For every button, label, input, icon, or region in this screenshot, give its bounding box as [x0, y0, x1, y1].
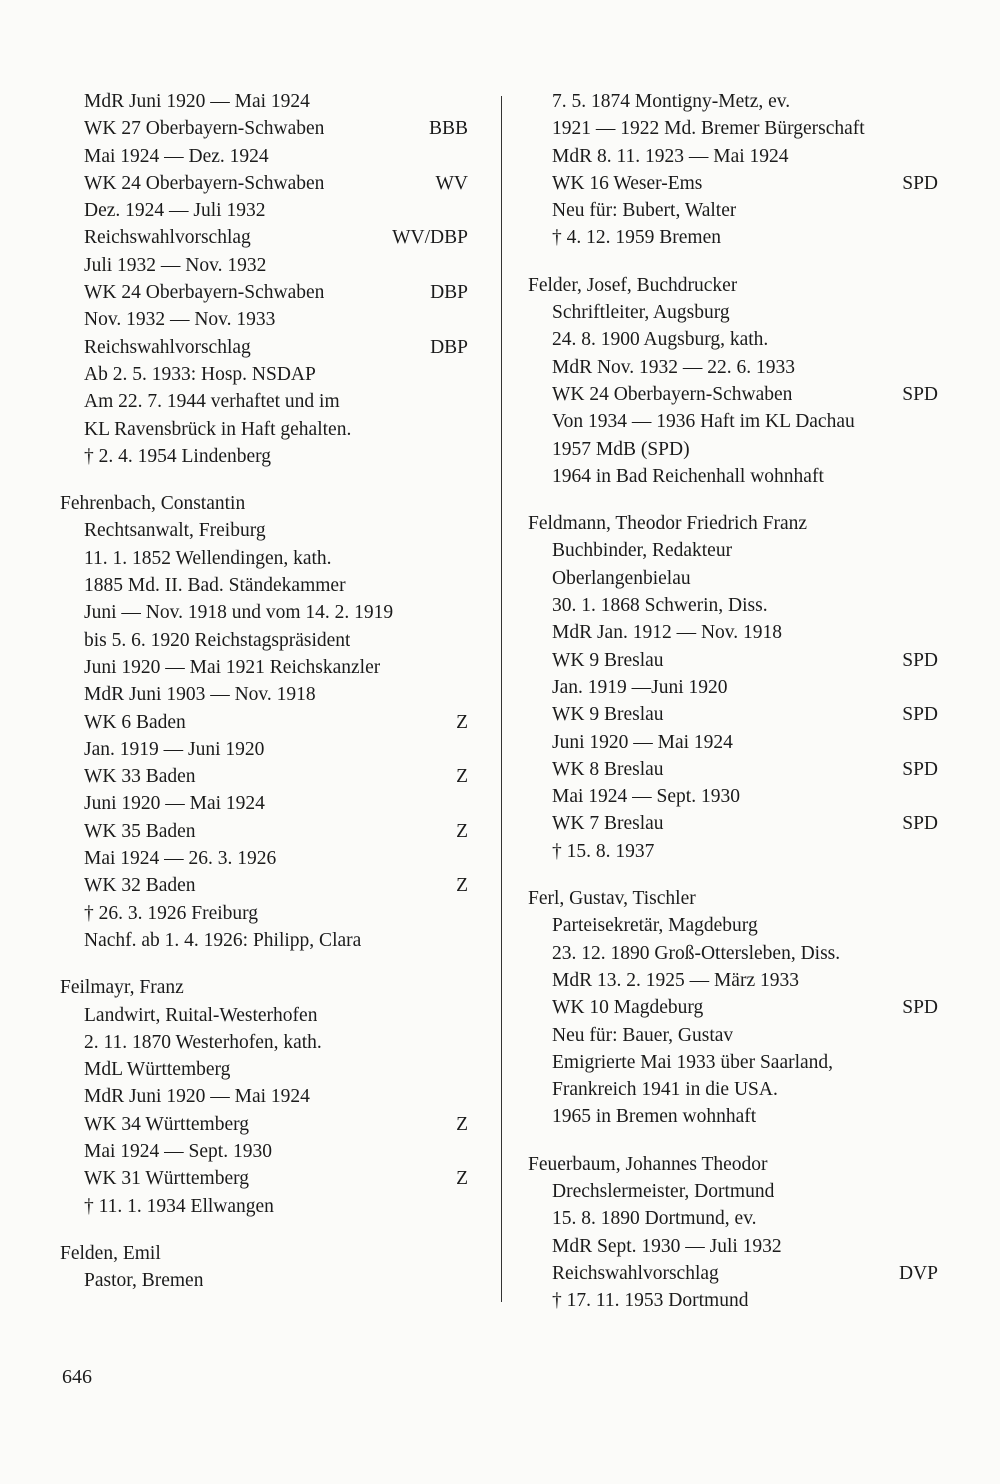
entry-line: [60, 818, 468, 845]
entry-line-text: Nov. 1932 — Nov. 1933: [84, 309, 276, 331]
entry-line-text: 1964 in Bad Reichenhall wohnhaft: [552, 465, 824, 487]
entry-line-text: WK 34 Württemberg: [84, 1113, 249, 1135]
entry-line: [60, 306, 468, 333]
entry-line: [60, 681, 468, 708]
entry-line: [528, 299, 938, 326]
party-label: SPD: [902, 383, 938, 405]
entry-line: [60, 709, 468, 736]
party-label: Z: [456, 820, 468, 842]
entry-line-text: † 26. 3. 1926 Freiburg: [84, 902, 259, 924]
party-label: BBB: [428, 118, 468, 140]
entry-line-text: MdR Sept. 1930 — Juli 1932: [552, 1235, 782, 1257]
entry-line: [528, 756, 938, 783]
entry-line-text: MdR 8. 11. 1923 — Mai 1924: [552, 145, 789, 167]
entry-line: [60, 1138, 468, 1165]
entry-line: [60, 1193, 468, 1220]
entry-line: [60, 1056, 468, 1083]
entry-line-text: Ab 2. 5. 1933: Hosp. NSDAP: [84, 363, 316, 385]
entry-line-text: Jan. 1919 — Juni 1920: [84, 738, 265, 760]
entry-name: [60, 1240, 468, 1267]
entry-line-text: Mai 1924 — Sept. 1930: [552, 786, 740, 808]
entry-line: [528, 647, 938, 674]
entry-line-text: WK 7 Breslau: [552, 813, 664, 835]
entry-line-text: MdR Jan. 1912 — Nov. 1918: [552, 622, 783, 644]
entry-line-text: Rechtsanwalt, Freiburg: [84, 520, 266, 542]
entry-line: [528, 88, 938, 115]
entry-gap: [528, 252, 938, 272]
party-label: SPD: [902, 758, 938, 780]
entry-line: [528, 1103, 938, 1130]
entry-line: [60, 545, 468, 572]
party-label: SPD: [902, 813, 938, 835]
party-label: SPD: [902, 649, 938, 671]
entry-line: [60, 1111, 468, 1138]
entry-line: [528, 436, 938, 463]
entry-line-text: 2. 11. 1870 Westerhofen, kath.: [84, 1031, 322, 1053]
entry-line: [60, 599, 468, 626]
entry-line: [528, 619, 938, 646]
party-label: SPD: [902, 997, 938, 1019]
entry-line-text: WK 32 Baden: [84, 875, 196, 897]
entry-line-text: 11. 1. 1852 Wellendingen, kath.: [84, 547, 332, 569]
entry-line: [528, 381, 938, 408]
entry-name: [528, 1151, 938, 1178]
entry-line: [528, 701, 938, 728]
entry-name: [528, 885, 938, 912]
entry-line-text: WK 33 Baden: [84, 766, 196, 788]
entry-name-text: Feldmann, Theodor Friedrich Franz: [528, 513, 808, 535]
entry-line-text: WK 24 Oberbayern-Schwaben: [84, 172, 325, 194]
entry-line-text: MdR Juni 1920 — Mai 1924: [84, 91, 310, 112]
entry-line-text: Reichswahlvorschlag: [552, 1262, 719, 1284]
entry-line-text: MdR Juni 1920 — Mai 1924: [84, 1086, 310, 1108]
entry-line-text: 1921 — 1922 Md. Bremer Bürgerschaft: [552, 118, 865, 140]
entry-gap: [60, 954, 468, 974]
party-label: DBP: [430, 336, 468, 358]
entry-line-text: Nachf. ab 1. 4. 1926: Philipp, Clara: [84, 929, 362, 951]
entry-gap: [528, 490, 938, 510]
entry-line-text: WK 27 Oberbayern-Schwaben: [84, 118, 325, 140]
entry-line-text: WK 9 Breslau: [552, 649, 664, 671]
entry-line: [528, 1178, 938, 1205]
entry-line: [60, 517, 468, 544]
entry-line: [528, 1022, 938, 1049]
entry-line-text: MdR Juni 1903 — Nov. 1918: [84, 684, 316, 706]
entry-line-text: Neu für: Bubert, Walter: [552, 200, 737, 222]
entry-line: [60, 416, 468, 443]
entry-line-text: † 4. 12. 1959 Bremen: [552, 227, 721, 249]
entry-line: [60, 361, 468, 388]
entry-line: [528, 224, 938, 251]
entry-line: [528, 1260, 938, 1287]
party-label: DVP: [898, 1262, 938, 1284]
entry-line: [60, 572, 468, 599]
entry-line: [528, 115, 938, 142]
entry-line-text: Pastor, Bremen: [84, 1270, 204, 1292]
entry-line: [528, 1233, 938, 1260]
entry-line: [60, 845, 468, 872]
biography-entry: [60, 490, 468, 954]
entry-line-text: WK 31 Württemberg: [84, 1168, 249, 1190]
entry-gap: [528, 1131, 938, 1151]
entry-name-text: Feuerbaum, Johannes Theodor: [528, 1153, 768, 1175]
entry-name-text: Feilmayr, Franz: [60, 977, 184, 999]
entry-line: [528, 729, 938, 756]
entry-line: [60, 763, 468, 790]
entry-line: [60, 170, 468, 197]
entry-line-text: † 11. 1. 1934 Ellwangen: [84, 1195, 274, 1217]
entry-line: [60, 143, 468, 170]
entry-line-text: WK 9 Breslau: [552, 704, 664, 726]
biography-entry: [528, 272, 938, 490]
entry-line-text: 1965 in Bremen wohnhaft: [552, 1106, 757, 1128]
entry-line-text: Juni 1920 — Mai 1921 Reichskanzler: [84, 656, 381, 678]
entry-line: [528, 1287, 938, 1314]
entry-line-text: Reichswahlvorschlag: [84, 336, 251, 358]
entry-gap: [60, 1220, 468, 1240]
entry-line: [528, 1049, 938, 1076]
entry-line-text: 30. 1. 1868 Schwerin, Diss.: [552, 595, 768, 617]
entry-line: [60, 443, 468, 470]
entry-line-text: † 2. 4. 1954 Lindenberg: [84, 445, 272, 467]
entry-line: [528, 408, 938, 435]
biography-entry: [528, 885, 938, 1131]
entry-line-text: WK 8 Breslau: [552, 758, 664, 780]
biography-entry: [528, 88, 938, 252]
entry-name-text: Felder, Josef, Buchdrucker: [528, 274, 738, 296]
biography-entry: [60, 1240, 468, 1295]
entry-line-text: Landwirt, Ruital-Westerhofen: [84, 1004, 318, 1026]
entry-name: [528, 510, 938, 537]
entry-line-text: WK 24 Oberbayern-Schwaben: [552, 383, 793, 405]
entry-line: [60, 252, 468, 279]
entry-line: [60, 736, 468, 763]
party-label: Z: [456, 766, 468, 788]
entry-line: [528, 326, 938, 353]
entry-name-text: Fehrenbach, Constantin: [60, 493, 246, 515]
entry-line: [528, 170, 938, 197]
entry-line: [528, 143, 938, 170]
entry-line: [60, 1267, 468, 1294]
entry-name: [60, 974, 468, 1001]
column-divider: [501, 96, 502, 1302]
entry-line: [60, 654, 468, 681]
entry-line-text: Drechslermeister, Dortmund: [552, 1180, 775, 1202]
entry-line-text: Mai 1924 — Sept. 1930: [84, 1140, 272, 1162]
entry-line-text: Schriftleiter, Augsburg: [552, 302, 730, 324]
entry-line: [60, 872, 468, 899]
entry-line-text: WK 6 Baden: [84, 711, 186, 733]
entry-line: [60, 115, 468, 142]
entry-line-text: MdR 13. 2. 1925 — März 1933: [552, 969, 799, 991]
entry-line-text: 15. 8. 1890 Dortmund, ev.: [552, 1208, 757, 1230]
entry-line-text: Mai 1924 — Dez. 1924: [84, 145, 269, 167]
biography-entry: [528, 510, 938, 865]
entry-line-text: † 17. 11. 1953 Dortmund: [552, 1290, 749, 1312]
entry-line: [60, 1002, 468, 1029]
biography-entry: [60, 88, 468, 470]
entry-line: [528, 783, 938, 810]
entry-line-text: WK 35 Baden: [84, 820, 196, 842]
entry-line: [528, 940, 938, 967]
entry-line: [528, 354, 938, 381]
entry-line: [528, 810, 938, 837]
party-label: SPD: [902, 704, 938, 726]
entry-line-text: 24. 8. 1900 Augsburg, kath.: [552, 329, 769, 351]
entry-name: [528, 272, 938, 299]
party-label: Z: [456, 1168, 468, 1190]
entry-line-text: Juni — Nov. 1918 und vom 14. 2. 1919: [84, 602, 394, 624]
entry-line: [60, 334, 468, 361]
entry-line: [60, 88, 468, 115]
entry-line-text: KL Ravensbrück in Haft gehalten.: [84, 418, 352, 440]
entry-line-text: Juli 1932 — Nov. 1932: [84, 254, 267, 276]
party-label: WV/DBP: [392, 227, 468, 249]
entry-line-text: Emigrierte Mai 1933 über Saarland,: [552, 1051, 834, 1073]
party-label: WV: [435, 172, 468, 194]
entry-line-text: Dez. 1924 — Juli 1932: [84, 200, 266, 222]
entry-line-text: Frankreich 1941 in die USA.: [552, 1079, 778, 1101]
entry-line: [60, 1083, 468, 1110]
entry-line: [528, 565, 938, 592]
entry-line: [528, 838, 938, 865]
entry-line-text: Buchbinder, Redakteur: [552, 540, 733, 562]
party-label: Z: [456, 1113, 468, 1135]
entry-line-text: MdL Württemberg: [84, 1059, 231, 1081]
party-label: Z: [456, 875, 468, 897]
entry-name-text: Ferl, Gustav, Tischler: [528, 888, 696, 910]
right-column: [528, 88, 938, 1314]
entry-line-text: Parteisekretär, Magdeburg: [552, 915, 758, 937]
entry-line-text: bis 5. 6. 1920 Reichstagspräsident: [84, 629, 351, 651]
entry-line-text: Reichswahlvorschlag: [84, 227, 251, 249]
entry-line-text: Jan. 1919 —Juni 1920: [552, 676, 728, 698]
entry-line: [60, 900, 468, 927]
entry-line-text: 7. 5. 1874 Montigny-Metz, ev.: [552, 91, 791, 112]
entry-line: [60, 1029, 468, 1056]
entry-line: [528, 967, 938, 994]
entry-line: [528, 912, 938, 939]
entry-gap: [60, 470, 468, 490]
page-number: 646: [62, 1366, 92, 1388]
entry-line: [528, 994, 938, 1021]
party-label: Z: [456, 711, 468, 733]
entry-line: [528, 1076, 938, 1103]
entry-line: [60, 197, 468, 224]
entry-line-text: Juni 1920 — Mai 1924: [84, 793, 265, 815]
entry-line: [528, 674, 938, 701]
entry-line-text: 23. 12. 1890 Groß-Ottersleben, Diss.: [552, 942, 841, 964]
entry-line-text: Oberlangenbielau: [552, 567, 691, 589]
entry-line: [528, 537, 938, 564]
entry-line: [60, 627, 468, 654]
entry-line: [60, 279, 468, 306]
entry-line: [60, 927, 468, 954]
entry-line-text: † 15. 8. 1937: [552, 840, 655, 862]
entry-line-text: 1885 Md. II. Bad. Ständekammer: [84, 575, 346, 597]
biography-entry: [60, 974, 468, 1220]
entry-line-text: WK 10 Magdeburg: [552, 997, 704, 1019]
entry-line: [528, 1205, 938, 1232]
biography-entry: [528, 1151, 938, 1315]
entry-line: [528, 197, 938, 224]
entry-name-text: Felden, Emil: [60, 1242, 161, 1264]
entry-line-text: WK 24 Oberbayern-Schwaben: [84, 282, 325, 304]
entry-line-text: Juni 1920 — Mai 1924: [552, 731, 733, 753]
entry-line: [60, 388, 468, 415]
entry-line: [60, 1165, 468, 1192]
entry-line-text: MdR Nov. 1932 — 22. 6. 1933: [552, 356, 796, 378]
entry-line: [60, 224, 468, 251]
entry-line: [528, 592, 938, 619]
entry-line-text: 1957 MdB (SPD): [552, 438, 690, 460]
party-label: DBP: [430, 282, 468, 304]
entry-line-text: Von 1934 — 1936 Haft im KL Dachau: [552, 411, 855, 433]
entry-line: [60, 790, 468, 817]
entry-name: [60, 490, 468, 517]
entry-line-text: Neu für: Bauer, Gustav: [552, 1024, 734, 1046]
left-column: [60, 88, 468, 1294]
entry-gap: [528, 865, 938, 885]
entry-line-text: Mai 1924 — 26. 3. 1926: [84, 848, 277, 870]
entry-line-text: Am 22. 7. 1944 verhaftet und im: [84, 391, 340, 413]
entry-line: [528, 463, 938, 490]
entry-line-text: WK 16 Weser-Ems: [552, 172, 703, 194]
party-label: SPD: [902, 172, 938, 194]
